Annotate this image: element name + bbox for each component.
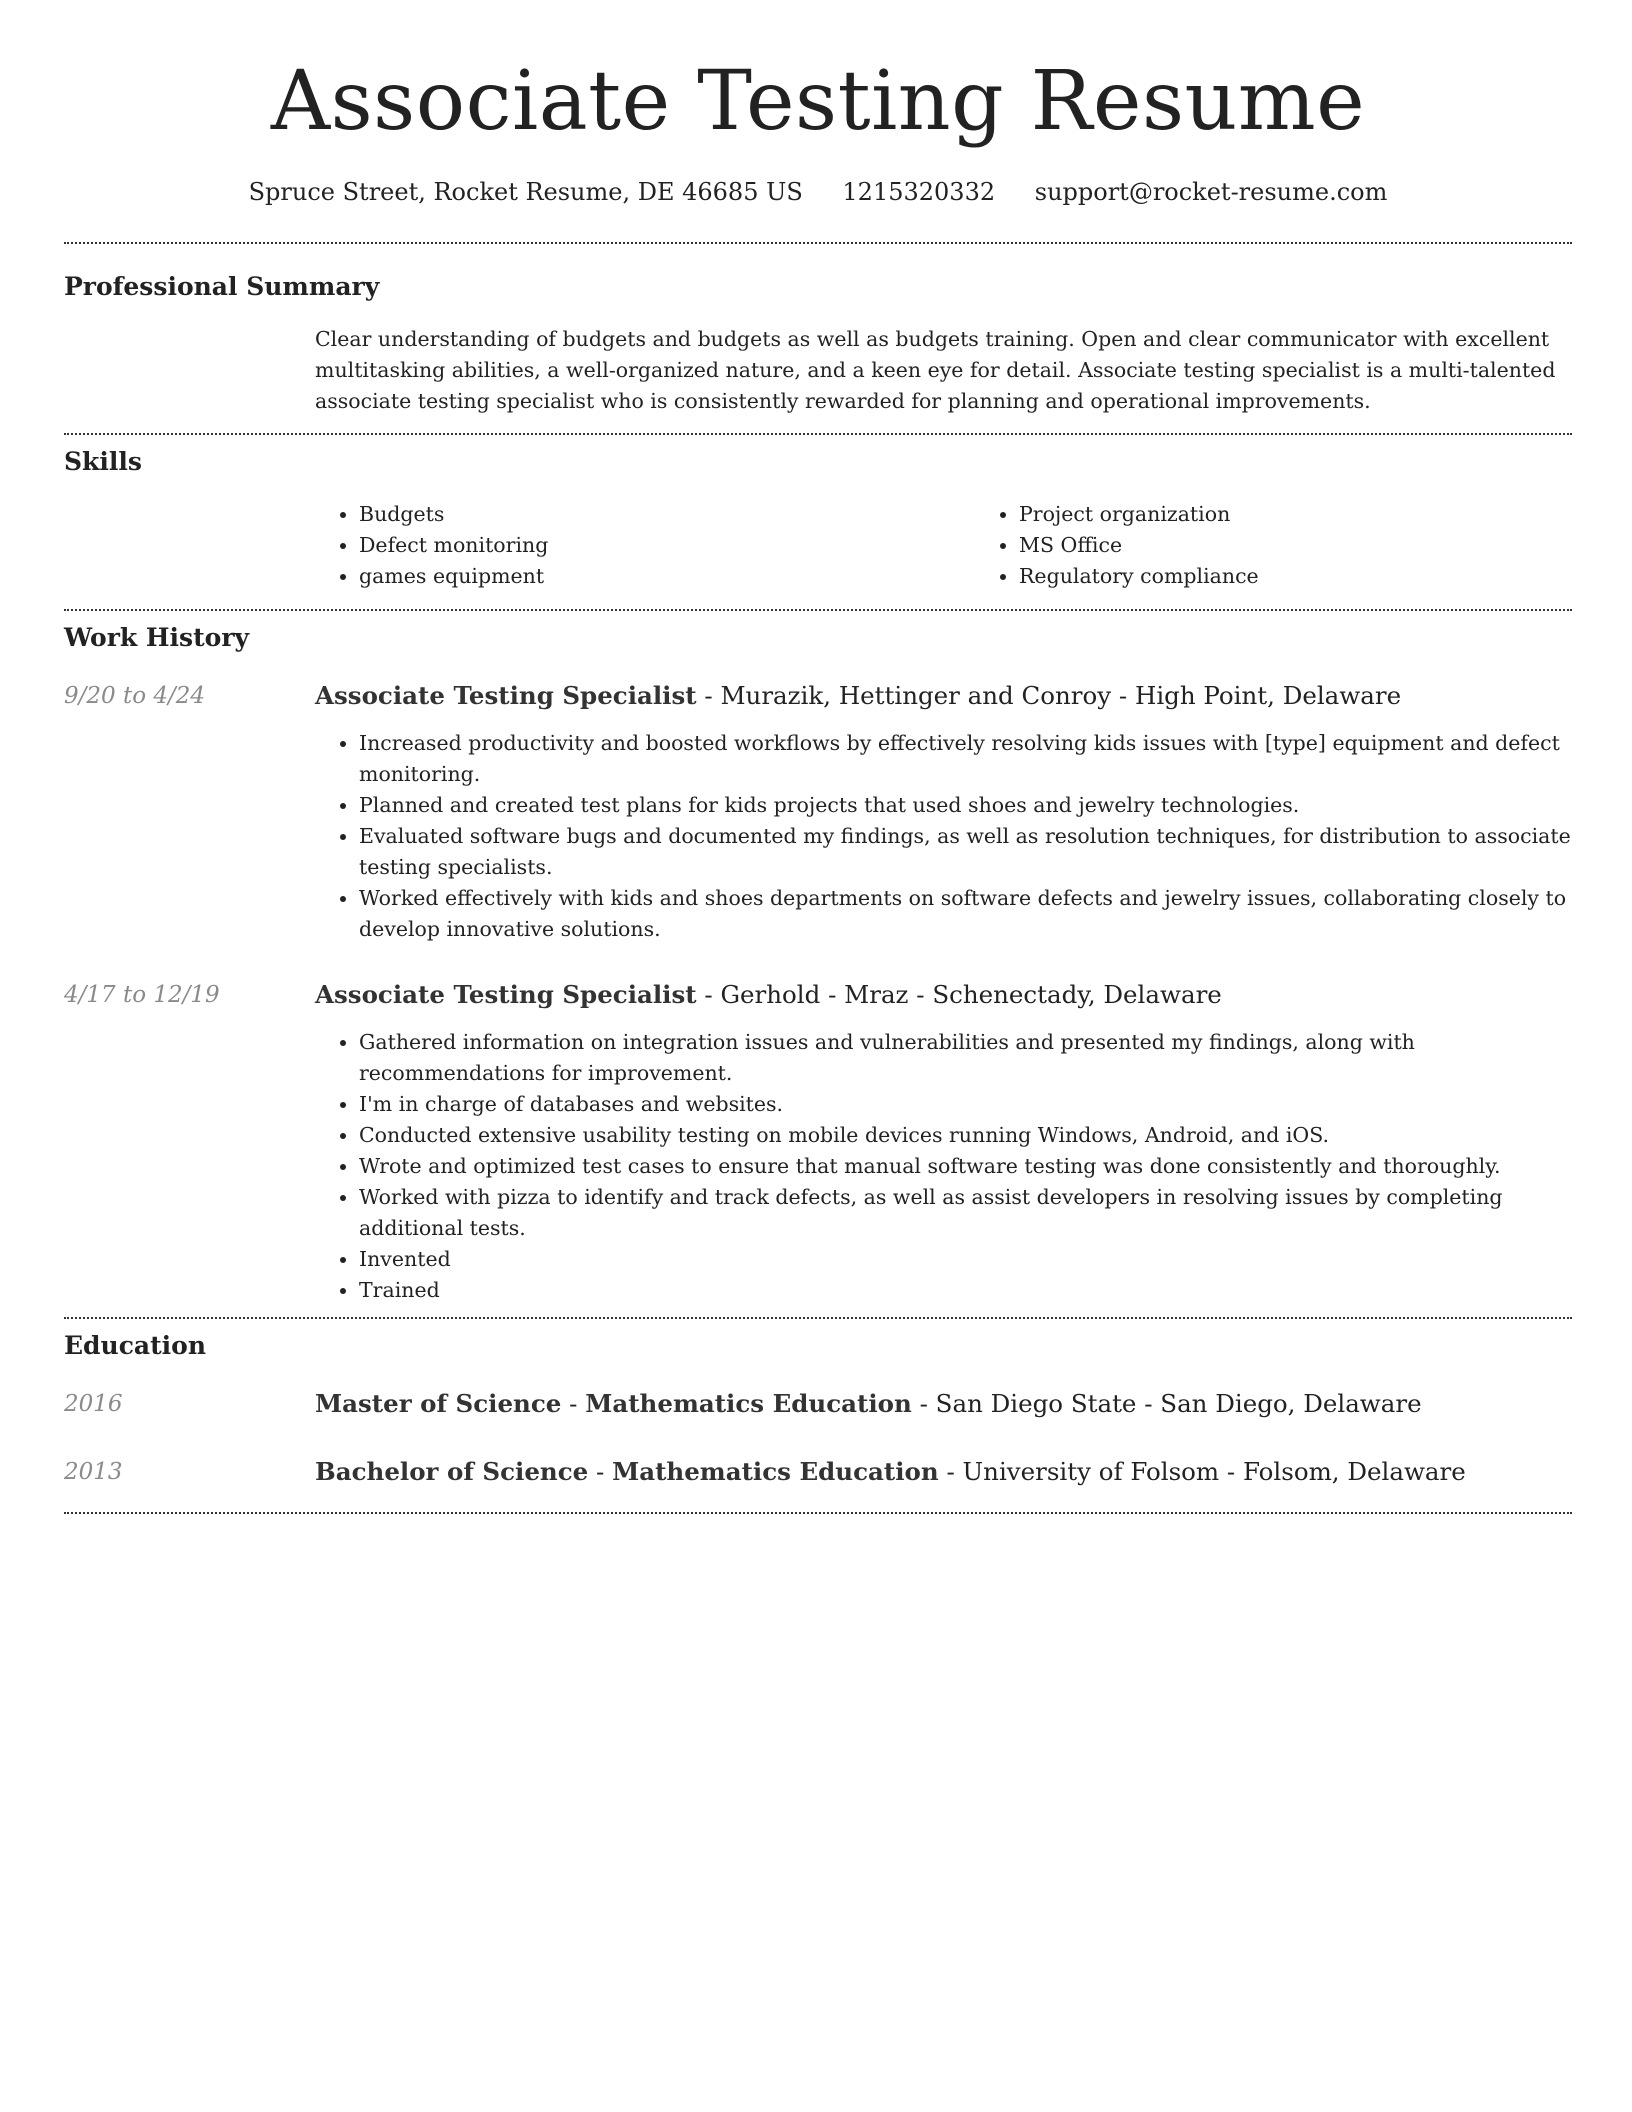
- skill-item: • Regulatory compliance: [1019, 561, 1259, 592]
- job-bullets: [315, 1027, 1572, 1306]
- work-section: [64, 611, 1572, 1317]
- education-heading-line: Bachelor of Science - Mathematics Education - University of Folsom - Folsom, Delaware: [315, 1457, 1466, 1486]
- job-heading: Associate Testing Specialist - Murazik, Hettinger and Conroy - High Point, Delaware: [315, 681, 1402, 710]
- job-date: 4/17 to 12/19: [64, 982, 220, 1008]
- job-title: Associate Testing Specialist: [315, 681, 697, 710]
- education-date: 2013: [64, 1459, 123, 1485]
- skill-item: • MS Office: [1019, 530, 1259, 561]
- education-section: [64, 1319, 1572, 1512]
- skill-item: • Defect monitoring: [359, 530, 975, 561]
- education-degree: Bachelor of Science: [315, 1457, 589, 1486]
- job-bullet: • I'm in charge of databases and websites.: [359, 1089, 1572, 1120]
- job-bullet: • Worked effectively with kids and shoes departments on software defects and jewelry issues, collaborating closely to develop innovative solutions.: [359, 883, 1572, 945]
- work-heading: Work History: [64, 623, 250, 652]
- job-bullet: • Worked with pizza to identify and track defects, as well as assist developers in resolving issues by completing additional tests.: [359, 1182, 1572, 1244]
- education-date: 2016: [64, 1391, 123, 1417]
- skill-item: • Budgets: [359, 499, 975, 530]
- education-heading-line: Master of Science - Mathematics Education - San Diego State - San Diego, Delaware: [315, 1389, 1422, 1418]
- skills-list-left: [315, 499, 975, 592]
- job-bullet: • Evaluated software bugs and documented my findings, as well as resolution techniques, for distribution to associate testing specialists.: [359, 821, 1572, 883]
- education-field: Mathematics Education: [612, 1457, 939, 1486]
- education-degree: Master of Science: [315, 1389, 562, 1418]
- resume-page: [64, 0, 1572, 1514]
- education-heading: Education: [64, 1331, 207, 1360]
- job-location: Schenectady, Delaware: [932, 980, 1222, 1009]
- summary-text: Clear understanding of budgets and budgets as well as budgets training. Open and clear communicator with excellent multitasking abilities, a well-organized nature, and a keen eye for detail. Associate testing specialist is a multi-talented associate testing specialist who is consistently rewarded for planning and operational improvements.: [315, 327, 1556, 413]
- skill-item: • Project organization: [1019, 499, 1259, 530]
- job-location: High Point, Delaware: [1134, 681, 1402, 710]
- skills-list-right: [975, 499, 1259, 592]
- education-field: Mathematics Education: [585, 1389, 912, 1418]
- contact-email: support@rocket-resume.com: [1034, 178, 1388, 206]
- job-bullet: • Planned and created test plans for kids projects that used shoes and jewelry technologies.: [359, 790, 1572, 821]
- education-school: University of Folsom: [962, 1457, 1220, 1486]
- job-heading: Associate Testing Specialist - Gerhold - Mraz - Schenectady, Delaware: [315, 980, 1222, 1009]
- section-divider: [64, 1512, 1572, 1514]
- job-company: Gerhold - Mraz: [720, 980, 909, 1009]
- contact-address: Spruce Street, Rocket Resume, DE 46685 US: [248, 178, 803, 206]
- job-bullet: • Invented: [359, 1244, 1572, 1275]
- resume-title: Associate Testing Resume: [270, 54, 1366, 149]
- job-bullet: • Wrote and optimized test cases to ensure that manual software testing was done consistently and thoroughly.: [359, 1151, 1572, 1182]
- skills-section: [64, 435, 1572, 609]
- job-date: 9/20 to 4/24: [64, 683, 206, 709]
- contact-line: [64, 176, 1572, 208]
- job-company: Murazik, Hettinger and Conroy: [720, 681, 1112, 710]
- job-title: Associate Testing Specialist: [315, 980, 697, 1009]
- job-entry: [64, 979, 1572, 1306]
- skills-heading: Skills: [64, 447, 142, 476]
- education-entry: [64, 1456, 1572, 1488]
- job-bullet: • Conducted extensive usability testing on mobile devices running Windows, Android, and iOS.: [359, 1120, 1572, 1151]
- job-entry: [64, 680, 1572, 945]
- education-entry: [64, 1388, 1572, 1420]
- job-bullet: • Gathered information on integration issues and vulnerabilities and presented my findings, along with recommendations for improvement.: [359, 1027, 1572, 1089]
- education-school: San Diego State: [935, 1389, 1137, 1418]
- job-bullet: • Trained: [359, 1275, 1572, 1306]
- job-bullet: • Increased productivity and boosted workflows by effectively resolving kids issues with [type] equipment and defect monitoring.: [359, 728, 1572, 790]
- job-bullets: [315, 728, 1572, 945]
- summary-heading: Professional Summary: [64, 272, 380, 301]
- skill-item: • games equipment: [359, 561, 975, 592]
- summary-section: [64, 244, 1572, 433]
- contact-phone: 1215320332: [842, 178, 996, 206]
- education-location: San Diego, Delaware: [1160, 1389, 1422, 1418]
- education-location: Folsom, Delaware: [1243, 1457, 1466, 1486]
